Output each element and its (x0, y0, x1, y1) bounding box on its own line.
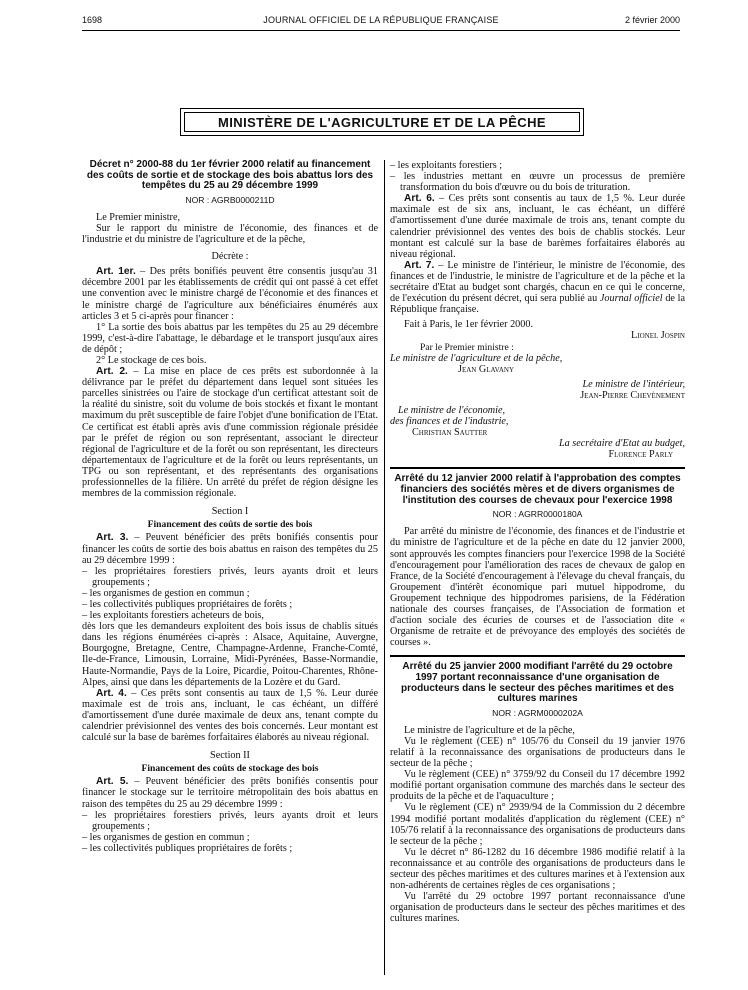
intro-line: Le Premier ministre, (96, 211, 181, 223)
arrete-text: Par arrêté du ministre de l'économie, des finances et de l'industrie et du ministre de l'agriculture et de la pêche en date du 12 janvier 2000, sont approuvés les comptes financiers pour l'exercice 1998 de la Société d'encouragement pour l'amélioration des races de chevaux de galop en France, de la Société d'encouragement à l'élevage du cheval français, du Groupement d'intérêt économique pari mutuel hippodrome, du Groupement technique des hippodromes parisiens, de la Fédération nationale des courses françaises, de l'Association de formation et d'action sociale des écuries de courses et de l'association dite « Organisme de retraite et de prévoyance des employés des sociétés de courses ». (390, 526, 685, 649)
arrete-para: Le ministre de l'agriculture et de la pêche, (404, 724, 575, 736)
article-1 (82, 266, 378, 321)
list-item: – les propriétaires forestiers privés, leurs ayants droit et leurs groupements ; (82, 809, 378, 832)
decree-nor: NOR : AGRB0000211D (185, 194, 275, 205)
article-3 (82, 532, 378, 565)
article-5 (82, 776, 378, 809)
minister-role: Le ministre de l'intérieur, (582, 378, 685, 390)
ministry-box (180, 108, 584, 136)
article-6 (390, 193, 685, 260)
right-column (390, 160, 685, 925)
arrete-para: Vu le décret n° 86-1282 du 16 décembre 1986 modifié relatif à la reconnaissance et au contrôle des organisations de producteurs dans le secteur des pêches maritimes et des cultures marines et à l'extension aux non-adhérents de certaines règles de ces organisations ; (390, 846, 685, 892)
article-1-item: 2° Le stockage de ces bois. (96, 355, 207, 366)
list-item: – les collectivités publiques propriétaires de forêts ; (82, 598, 293, 610)
journal-title: JOURNAL OFFICIEL DE LA RÉPUBLIQUE FRANÇAISE (263, 15, 499, 25)
list-item: – les exploitants forestiers acheteurs de bois, (82, 610, 264, 622)
decrete: Décrète : (211, 251, 249, 263)
left-column (82, 160, 378, 854)
section-heading: Section I (211, 506, 249, 518)
arrete-nor: NOR : AGRR0000180A (492, 509, 583, 520)
list-item: – les industries mettant en œuvre un processus de première transformation du bois d'œuvre ou du bois de trituration. (390, 171, 685, 194)
section-title: Financement des coûts de sortie des bois (147, 519, 313, 531)
minister-role: Le ministre de l'économie, (398, 404, 506, 416)
minister-name: Jean Glavany (458, 363, 515, 375)
list-item: – les exploitants forestiers ; (390, 160, 503, 171)
journal-officiel-italic: Journal officiel (599, 293, 663, 305)
column-divider (384, 160, 385, 975)
minister-role: La secrétaire d'Etat au budget, (558, 438, 685, 450)
list-item: – les organismes de gestion en commun ; (82, 587, 250, 599)
arrete-para: Vu le règlement (CEE) n° 3759/92 du Conseil du 17 décembre 1992 modifié portant organisation commune des marchés dans le secteur des produits de la pêche et de l'aquaculture ; (390, 769, 685, 803)
article-2 (82, 366, 378, 499)
ministry-title: MINISTÈRE DE L'AGRICULTURE ET DE LA PÊCHE (184, 112, 580, 132)
article-label: Art. 5. (96, 776, 129, 788)
article-label: Art. 1er. (96, 266, 136, 278)
list-item: – les propriétaires forestiers privés, leurs ayants droit et leurs groupements ; (82, 565, 378, 588)
article-text: – Des prêts bonifiés peuvent être consentis jusqu'au 31 décembre 2001 par les établissements de crédit qui ont passé à cet effet une convention avec le ministre chargé de l'économie et des finances et le ministre chargé de l'agriculture aux bénéficiaires énumérés aux articles 3 et 5 ci-après pour financer : (82, 266, 378, 322)
par-premier-ministre: Par le Premier ministre : (420, 341, 514, 353)
article-text: – Ces prêts sont consentis au taux de 1,5 %. Leur durée maximale est de six ans, incluant, le cas échéant, un différé d'amortissement d'une durée maximale de trois ans, tenant compte du calendrier prévisionnel des ventes des bois de chablis stockés. Leur montant est calculé sur la base de barèmes forfaitaires élaborés au niveau régional. (390, 193, 686, 260)
article-text: – Peuvent bénéficier des prêts bonifiés consentis pour financer le stockage sur le territoire métropolitain des bois abattus en raison des tempêtes du 25 au 29 décembre 1999 : (82, 776, 378, 810)
fait-a-paris: Fait à Paris, le 1er février 2000. (404, 319, 534, 331)
section-title: Financement des coûts de stockage des bois (141, 763, 319, 775)
separator (390, 467, 685, 469)
page-header (82, 15, 680, 29)
article-4 (82, 688, 378, 743)
article-text: – La mise en place de ces prêts est subordonnée à la délivrance par le préfet du département dans lequel sont situées les parcelles sinistrées ou l'aire de stockage d'un certificat attestant soit de la réalité du sinistre, soit du volume de bois stockés et fixant le montant maximum du prêt susceptible de faire l'objet d'une bonification de l'Etat. Ce certificat est établi après avis d'une commission régionale présidée par le préfet de région ou son représentant, associant le directeur régional de l'agriculture et de la forêt ou son représentant, les directeurs départementaux de l'agriculture et de la forêt ou leurs représentants, un TPG ou son représentant, et des représentants des organisations professionnelles de la filière. Un arrêté du préfet de région désigne les membres de la commission régionale. (82, 366, 379, 500)
section-heading: Section II (210, 750, 250, 762)
minister-role: des finances et de l'industrie, (390, 416, 509, 428)
separator (390, 655, 685, 657)
article-text: – Ces prêts sont consentis au taux de 1,5 %. Leur durée maximale est de trois ans, incluant, le cas échéant, un différé d'amortissement d'une durée maximale de deux ans, tenant compte du calendrier prévisionnel des ventes des bois concernés. Leur montant est calculé sur la base de barèmes forfaitaires élaborés au niveau régional. (82, 687, 379, 744)
minister-name: Christian Sautter (412, 427, 488, 439)
minister-role: Le ministre de l'agriculture et de la pêche, (390, 352, 563, 364)
signature-pm: Lionel Jospin (631, 330, 685, 342)
article-label: Art. 4. (96, 687, 127, 699)
arrete-title: Arrêté du 25 janvier 2000 modifiant l'arrêté du 29 octobre 1997 portant reconnaissance d'une organisation de producteurs dans le secteur des pêches maritimes et des cultures marines (401, 661, 674, 705)
arrete-para: Vu le règlement (CE) n° 2939/94 de la Commission du 2 décembre 1994 modifié portant modalités d'application du règlement (CEE) n° 105/76 relatif à la reconnaissance des organisations de producteurs dans le secteur de la pêche ; (390, 802, 685, 847)
article-text: – Peuvent bénéficier des prêts bonifiés consentis pour financer les coûts de sortie des bois abattus en raison des tempêtes du 25 au 29 décembre 1999 : (82, 532, 378, 566)
arrete-para: Vu le règlement (CEE) n° 105/76 du Conseil du 19 janvier 1976 relatif à la reconnaissance des organisations de producteurs dans le secteur de la pêche ; (390, 735, 685, 770)
page-number: 1698 (82, 15, 103, 25)
article-label: Art. 6. (404, 193, 435, 205)
arrete-para: Vu l'arrêté du 29 octobre 1997 portant reconnaissance d'une organisation de producteurs dans le secteur des pêches maritimes et des cultures marines. (390, 891, 685, 925)
header-rule (82, 30, 680, 31)
minister-name: Jean-Pierre Chevènement (580, 389, 685, 401)
article-text: – Le ministre de l'intérieur, le ministre de l'économie, des finances et de l'industrie, le ministre de l'agriculture et de la pêche et la secrétaire d'Etat au budget sont chargés, chacun en ce qui le concerne, de l'exécution du présent décret, qui sera publié au (390, 259, 686, 305)
publication-date: 2 février 2000 (624, 15, 680, 25)
decree-title: Décret n° 2000-88 du 1er février 2000 relatif au financement des coûts de sortie et de stockage des bois abattus lors des tempêtes du 25 au 29 décembre 1999 (86, 159, 374, 192)
article-label: Art. 3. (96, 532, 129, 544)
article-1-item: 1° La sortie des bois abattus par les tempêtes du 25 au 29 décembre 1999, c'est-à-dire l'abattage, le débardage et le transport jusqu'aux aires de dépôt ; (82, 321, 378, 355)
article-text: de la République française. (390, 293, 685, 316)
list-item: – les organismes de gestion en commun ; (82, 831, 250, 843)
arrete-title: Arrêté du 12 janvier 2000 relatif à l'approbation des comptes financiers des sociétés mères et de divers organismes de l'institution des courses de chevaux pour l'exercice 1998 (394, 473, 681, 506)
arrete-nor: NOR : AGRM0000202A (492, 707, 583, 718)
minister-name: Florence Parly (608, 449, 673, 461)
article-7 (390, 260, 685, 315)
intro-line: Sur le rapport du ministre de l'économie, des finances et de l'industrie et du ministre de l'agriculture et de la pêche, (82, 222, 378, 246)
article-label: Art. 7. (404, 259, 435, 271)
list-item: – les collectivités publiques propriétaires de forêts ; (82, 842, 293, 854)
article-3-end: dès lors que les demandeurs exploitent des bois issus de chablis situés dans les régions énumérées ci-après : Alsace, Aquitaine, Auvergne, Bourgogne, Bretagne, Centre, Champagne-Ardenne, Franche-Comté, Ile-de-France, Limousin, Lorraine, Midi-Pyrénées, Basse-Normandie, Haute-Normandie, Pays de la Loire, Picardie, Poitou-Charentes, Rhône-Alpes, ainsi que dans les départements de la Lozère et du Gard. (82, 621, 378, 688)
article-label: Art. 2. (96, 366, 128, 378)
